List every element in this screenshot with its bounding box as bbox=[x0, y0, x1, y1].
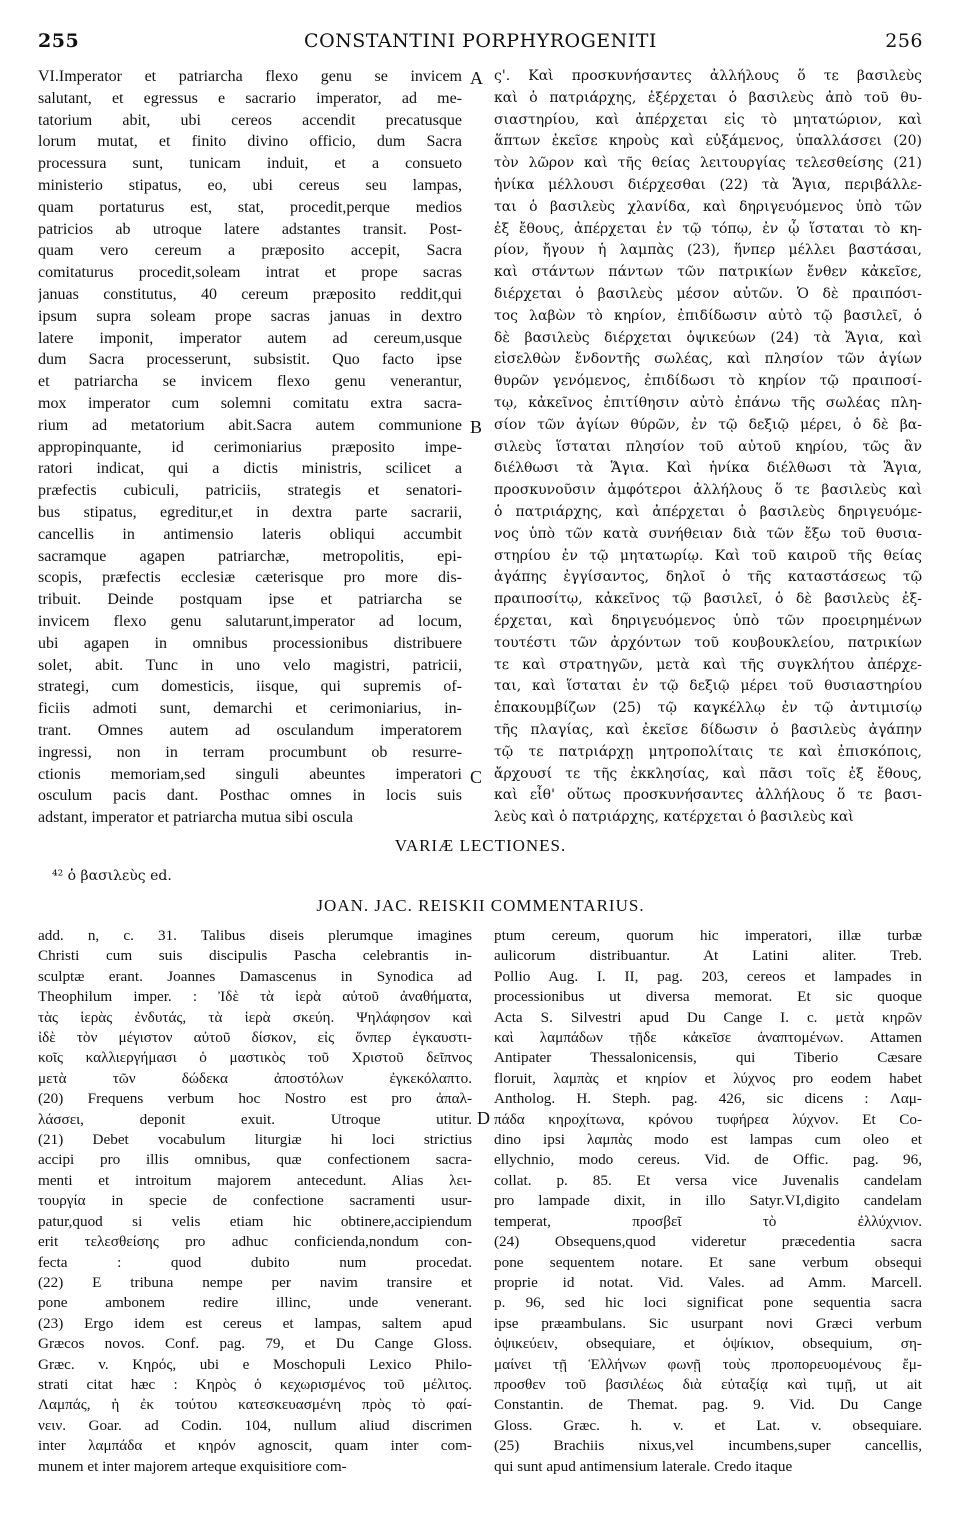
latin-text-line: VI.Imperator et patriarcha flexo genu se invicem bbox=[38, 68, 462, 85]
latin-text-line: præfectis cubiculi, patriciis, strategis et senatori- bbox=[38, 482, 462, 500]
commentary-line: νειν. Goar. ad Codin. 104, nullum aliud discrimen bbox=[38, 1416, 472, 1434]
greek-text-column bbox=[494, 66, 922, 829]
greek-text-line: ἡνίκα μέλλουσι διέρχεσθαι (22) τὰ Ἅγια, περιβάλλε- bbox=[494, 176, 922, 193]
commentary-line: Gloss. Græc. h. v. et Lat. v. obsequiare. bbox=[494, 1416, 922, 1434]
commentary-line: Antholog. H. Steph. pag. 426, sic dicens : Λαμ- bbox=[494, 1090, 922, 1108]
latin-text-line: ubi agapen in omnibus processionibus distribuere bbox=[38, 634, 462, 652]
latin-text-line: invicem flexo genu salutarunt,imperator ad locum, bbox=[38, 612, 462, 630]
commentary-line: add. n, c. 31. Talibus diseis plerumque imagines bbox=[38, 927, 472, 944]
commentary-line: (24) Obsequens,quod videretur præcedentia sacra bbox=[494, 1233, 922, 1251]
page-number-left: 255 bbox=[38, 30, 80, 52]
greek-text-line: ὁ πατριάρχης, καὶ ἀπέρχεται ὁ βασιλεὺς δηριγευόμε- bbox=[494, 503, 922, 520]
commentary-line: pro lampade dixit, in illo Satyr.VI,digito candelam bbox=[494, 1192, 922, 1210]
greek-text-line: τος λαβὼν τὸ κηρίον, ἐπιδίδωσιν αὐτὸ τῷ βασιλεῖ, ὁ bbox=[494, 307, 922, 324]
commentary-line: μετὰ τῶν δώδεκα ἀποστόλων ἐγκεκόλαπτο. bbox=[38, 1069, 472, 1087]
commentary-line: proprie id notat. Vid. Vales. ad Amm. Marcell. bbox=[494, 1273, 922, 1291]
commentary-line: pone sequentem notare. Et sane verbum obsequi bbox=[494, 1253, 922, 1271]
latin-text-line: strategi, cum domesticis, iisque, qui supremis of- bbox=[38, 678, 462, 696]
greek-text-line: στηρίου ἐν τῷ μητατωρίῳ. Καὶ τοῦ καιροῦ τῆς θείας bbox=[494, 547, 922, 564]
latin-text-line: trant. Omnes autem ad osculandum imperatorem bbox=[38, 721, 462, 739]
commentary-line: Pollio Aug. I. II, pag. 203, cereos et lampades in bbox=[494, 967, 922, 985]
greek-text-line: ται ὁ βασιλεὺς χλανίδα, καὶ δηριγευόμενος ὑπὸ τῶν bbox=[494, 198, 922, 215]
latin-text-line: ctionis memoriam,sed singuli abeuntes imperatori bbox=[38, 765, 462, 783]
commentary-line: τουργία in specie de confectione sacramenti usur- bbox=[38, 1192, 472, 1210]
commentary-line: Antipater Thessalonicensis, qui Tiberio Cæsare bbox=[494, 1049, 922, 1067]
latin-text-line: comitaturus procedit,soleam intrat et prope sacras bbox=[38, 264, 462, 282]
commentary-line: (25) Brachiis nixus,vel incumbens,super cancellis, bbox=[494, 1437, 922, 1455]
page-number-right: 256 bbox=[885, 30, 923, 52]
greek-text-line: εἰσελθὼν ἔνδοντῆς σωλέας, καὶ πλησίον τῶν ἁγίων bbox=[494, 351, 922, 368]
greek-text-line: ἀγάπης ἐγγίσαντος, δηλοῖ ὁ τῆς καταστάσεως τῷ bbox=[494, 569, 922, 586]
commentary-line: προσθεν τοῦ βασιλέως διὰ εὐταξίᾳ καὶ τιμῇ, ut ait bbox=[494, 1375, 922, 1393]
commentary-line: ptum cereum, quorum hic imperatori, illæ turbæ bbox=[494, 927, 922, 944]
greek-text-line: τε καὶ στρατηγῶν, μετὰ καὶ τῆς συγκλήτου ἀπέρχε- bbox=[494, 656, 922, 673]
commentary-line: Theophilum imper. : Ἰδὲ τὰ ἱερὰ αὐτοῦ ἀναθήματα, bbox=[38, 988, 472, 1006]
commentary-line: τὰς ἱερὰς ἐνδυτάς, τὰ ἱερὰ σκεύη. Ψηλάφησον καὶ bbox=[38, 1008, 472, 1026]
commentary-line: aulicorum distribuantur. At Latini aliter. Treb. bbox=[494, 947, 922, 965]
commentary-line: Constantin. de Themat. pag. 9. Vid. Du Cange bbox=[494, 1396, 922, 1414]
commentary-line: floruit, λαμπὰς et κηρίον et λύχνος pro eodem habet bbox=[494, 1069, 922, 1087]
margin-marker-c: C bbox=[470, 767, 483, 787]
commentary-right-column bbox=[494, 926, 922, 1477]
commentary-line: ἰδὲ τὸν μέγιστον αὐτοῦ δίσκον, εἰς ὅνπερ ἐγκαυστι- bbox=[38, 1029, 472, 1047]
commentary-line: sculptæ erant. Joannes Damascenus in Synodica ad bbox=[38, 967, 472, 985]
commentary-line: (20) Frequens verbum hoc Nostro est pro ἀπαλ- bbox=[38, 1090, 472, 1108]
commentary-line: dino ipsi λαμπὰς modo est lampas cum oleo et bbox=[494, 1131, 922, 1149]
latin-text-line: latere imponit, imperator autem ad cereum,usque bbox=[38, 329, 462, 347]
latin-text-line: januas constitutus, 40 cereum præposito reddit,qui bbox=[38, 285, 462, 303]
latin-text-line: quam portaturus est, stat, procedit,perque medios bbox=[38, 198, 462, 216]
commentary-line: Græcos novos. Conf. pag. 79, et Du Cange Gloss. bbox=[38, 1335, 472, 1353]
latin-text-line: solet, abit. Tunc in uno velo magistri, patricii, bbox=[38, 656, 462, 674]
commentary-line: accipi pro illis omnibus, quæ confectionem sacra- bbox=[38, 1151, 472, 1169]
commentary-line: qui sunt apud antimensium laterale. Credo itaque bbox=[494, 1457, 793, 1475]
variae-lectiones-title: VARIÆ LECTIONES. bbox=[394, 836, 567, 855]
commentary-line: κοῖς καλλιεργήμασι ὁ μαστικὸς τοῦ Χριστοῦ δεῖπνος bbox=[38, 1049, 472, 1067]
latin-text-line: ficiis admoti sunt, demarchi et cerimoniarius, in- bbox=[38, 700, 462, 718]
greek-text-line: τὸν λῶρον καὶ τῆς θείας λειτουργίας τελεσθείσης (21) bbox=[494, 155, 922, 172]
commentary-line: (21) Debet vocabulum liturgiæ hi loci strictius bbox=[38, 1131, 472, 1149]
commentary-line: πάδα κηροχίτωνα, κρόνου τυφήρεα λύχνον. Et Co- bbox=[494, 1110, 922, 1128]
greek-text-line: ρίον, ἤγουν ἡ λαμπὰς (23), ἥνπερ μέλλει βαστάσαι, bbox=[494, 242, 922, 259]
commentary-line: λάσσει, deponit exuit. Utroque utitur. bbox=[38, 1110, 472, 1128]
latin-text-line: bus stipatus, egreditur,et in dextra parte sacrarii, bbox=[38, 503, 462, 521]
greek-text-line: καὶ στάντων πάντων τῶν πατρικίων ἔνθεν κἀκεῖσε, bbox=[494, 264, 922, 281]
latin-text-line: scopis, præfectis ecclesiæ cæterisque pro more dis- bbox=[38, 569, 462, 587]
commentary-line: ipse præambulans. Sic usurpant novi Græci verbum bbox=[494, 1314, 922, 1332]
greek-text-line: πραιποσίτῳ, κἀκεῖνος τῷ βασιλεῖ, ὁ δὲ βασιλεὺς ἐξ- bbox=[494, 591, 922, 608]
latin-text-line: ratori indicat, qui a dictis ministris, scilicet a bbox=[38, 460, 462, 478]
commentary-line: munem et inter majorem arteque exquisitiore com- bbox=[38, 1457, 347, 1475]
commentary-line: Acta S. Silvestri apud Du Cange I. c. μετὰ κηρῶν bbox=[494, 1008, 922, 1026]
greek-text-line: τῳ, κἀκεῖνος ἐπιτίθησιν αὐτὸ ἐπάνω τῆς σωλέας πλη- bbox=[494, 394, 922, 411]
greek-text-line: ἐξ ἔθους, ἀπέρχεται ἐν τῷ τόπῳ, ἐν ᾧ ἵσταται τὸ κη- bbox=[494, 220, 922, 237]
greek-text-line: σίον τῶν ἁγίων θύρῶν, ἐν τῷ δεξιῷ μέρει, ὁ δὲ βα- bbox=[494, 416, 922, 433]
commentary-line: pone ambonem redire illinc, unde venerant. bbox=[38, 1294, 472, 1312]
commentary-line: καὶ λαμπάδων τῇδε κἀκεῖσε ἀναπτομένων. Attamen bbox=[494, 1029, 922, 1047]
greek-text-line: σιλεὺς ἵσταται πλησίον τοῦ αὐτοῦ κηρίου, τῶς ἂν bbox=[494, 438, 922, 455]
greek-text-line: θυρῶν γενόμενος, ἐπιδίδωσι τὸ κηρίον τῷ πραιποσί- bbox=[494, 373, 922, 390]
greek-text-line: σιαστηρίου, καὶ ἀπέρχεται εἰς τὸ μητατώριον, καὶ bbox=[494, 111, 922, 128]
commentary-line: inter λαμπάδα et κηρόν agnoscit, quam inter com- bbox=[38, 1437, 472, 1455]
latin-text-line: mox imperator cum solemni comitatu extra sacra- bbox=[38, 394, 462, 412]
latin-text-line: ingressi, non in terram procumbunt ob resurre- bbox=[38, 743, 462, 761]
greek-text-line: λεὺς καὶ ὁ πατριάρχης, κατέρχεται ὁ βασιλεὺς καὶ bbox=[494, 809, 854, 826]
greek-text-line: τῷ τε πατριάρχῃ μητροπολίταις τε καὶ ἐπισκόποις, bbox=[494, 743, 922, 760]
commentary-line: strati citat hæc : Κηρὸς ὁ κεχωρισμένος τοῦ μέλιτος. bbox=[38, 1375, 472, 1393]
variae-lectiones-note: ⁴² ὁ βασιλεὺς ed. bbox=[52, 868, 172, 884]
latin-text-line: ministerio stipatus, eo, ubi cereus seu lampas, bbox=[38, 176, 462, 194]
greek-text-line: ἐπακουμβίζων (25) τῷ καγκέλλῳ ἐν τῷ ἀντιμισίῳ bbox=[494, 700, 922, 717]
latin-text-line: tatorium abit, ubi cereos accendit precatusque bbox=[38, 111, 462, 129]
latin-text-line: cancellis in antimensio lateris obliqui accumbit bbox=[38, 525, 462, 543]
greek-text-line: ται, καὶ ἵσταται ἐν τῷ δεξιῷ μέρει τοῦ θυσιαστηρίου bbox=[494, 678, 922, 695]
commentary-line: (23) Ergo idem est cereus et lampas, saltem apud bbox=[38, 1314, 472, 1332]
greek-text-line: προσκυνοῦσιν ἀμφότεροι ἀλλήλους ὅ τε βασιλεὺς καὶ bbox=[494, 482, 922, 499]
greek-text-line: διέρχεται ὁ βασιλεὺς μέσον αὐτῶν. Ὁ δὲ πραιπόσι- bbox=[494, 285, 922, 302]
greek-text-line: ἅπτων ἐκεῖσε κηροὺς καὶ εὐξάμενος, ὑπαλλάσσει (20) bbox=[494, 133, 922, 150]
latin-text-line: adstant, imperator et patriarcha mutua sibi oscula bbox=[38, 809, 353, 827]
commentary-left-column bbox=[38, 926, 472, 1477]
greek-text-line: νος ὑπὸ τῶν κατὰ συνήθειαν διὰ τῶν ἔξω τοῦ θυσια- bbox=[494, 525, 922, 542]
latin-text-line: rium ad metatorium abit.Sacra autem communione bbox=[38, 416, 462, 434]
latin-text-line: salutant, et egressus e sacrario imperator, ad me- bbox=[38, 89, 462, 107]
running-header bbox=[38, 30, 923, 58]
commentary-line: ὀψικεύειν, obsequiare, et ὀψίκιον, obsequium, ση- bbox=[494, 1335, 922, 1353]
latin-text-line: et patriarcha se invicem flexo genu venerantur, bbox=[38, 373, 462, 391]
margin-marker-b: B bbox=[470, 417, 483, 437]
commentary-line: fecta : quod dubito num procedat. bbox=[38, 1253, 472, 1271]
commentary-line: menti et introitum majorem antecedunt. Alias λει- bbox=[38, 1171, 472, 1189]
commentary-line: Λαμπάς, ἡ ἐκ τούτου κατεσκευασμένη πρὸς τὸ φαί- bbox=[38, 1396, 472, 1414]
commentary-line: ellychnio, modo cereus. Vid. de Offic. pag. 96, bbox=[494, 1151, 922, 1169]
margin-marker-d: D bbox=[477, 1108, 490, 1128]
greek-text-line: καὶ εἶθ' οὕτως προσκυνήσαντες ἀλλήλους ὅ τε βασι- bbox=[494, 787, 922, 804]
greek-text-line: τουτέστι τῶν ἀρχόντων τοῦ κουβουκλείου, πατρικίων bbox=[494, 634, 922, 651]
greek-text-line: ς'. Καὶ προσκυνήσαντες ἀλλήλους ὅ τε βασιλεὺς bbox=[494, 68, 922, 84]
latin-text-line: lorum mutat, et finito divino officio, dum Sacra bbox=[38, 133, 462, 151]
latin-text-line: dum Sacra processerunt, subsistit. Quo facto ipse bbox=[38, 351, 462, 369]
latin-text-line: quam vero cereum a præposito accepit, Sacra bbox=[38, 242, 462, 260]
commentary-line: collat. p. 85. Et versa vice Juvenalis candelam bbox=[494, 1171, 922, 1189]
latin-text-line: sacramque agapen patriarchæ, metropolitis, epi- bbox=[38, 547, 462, 565]
latin-text-line: patricios ab utroque latere adstantes transit. Post- bbox=[38, 220, 462, 238]
running-title: CONSTANTINI PORPHYROGENITI bbox=[304, 30, 657, 52]
greek-text-line: δὲ βασιλεὺς διέρχεται ὀψικεύων (24) τὰ Ἅγια, καὶ bbox=[494, 329, 922, 346]
commentary-line: (22) E tribuna nempe per navim transire et bbox=[38, 1273, 472, 1291]
latin-text-column bbox=[38, 66, 462, 829]
commentary-line: p. 96, sed hic loci significat pone sequentia sacra bbox=[494, 1294, 922, 1312]
commentary-line: processionibus ut diversa memorat. Et sic quoque bbox=[494, 988, 922, 1006]
commentary-title: JOAN. JAC. REISKII COMMENTARIUS. bbox=[316, 896, 645, 915]
greek-text-line: έρχεται, καὶ δηριγευόμενος ὑπὸ τῶν προειρημένων bbox=[494, 612, 922, 629]
latin-text-line: osculum pacis dant. Posthac omnes in locis suis bbox=[38, 787, 462, 805]
greek-text-line: καὶ ὁ πατριάρχης, ἐξέρχεται ὁ βασιλεὺς ἀπὸ τοῦ θυ- bbox=[494, 89, 922, 106]
commentary-line: μαίνει τῇ Ἑλλήνων φωνῇ τοὺς προπορευομένους ἔμ- bbox=[494, 1355, 922, 1373]
latin-text-line: appropinquante, id cerimoniarius præposito impe- bbox=[38, 438, 462, 456]
greek-text-line: τῆς πλαγίας, καὶ ἐκεῖσε δίδωσιν ὁ βασιλεὺς ἀγάπην bbox=[494, 721, 922, 738]
commentary-line: temperat, προσβεῖ τὸ ἐλλύχνιον. bbox=[494, 1212, 922, 1230]
latin-text-line: tribuit. Deinde postquam ipse et patriarcha se bbox=[38, 591, 462, 609]
commentary-line: patur,quod si velis etiam hic obtinere,accipiendum bbox=[38, 1212, 472, 1230]
latin-text-line: ipsum supra soleam prope sacras januas in dextro bbox=[38, 307, 462, 325]
margin-marker-a: A bbox=[470, 68, 483, 88]
greek-text-line: διέλθωσι τὰ Ἅγια. Καὶ ἡνίκα διέλθωσι τὰ Ἅγια, bbox=[494, 460, 922, 477]
commentary-line: erit τελεσθείσης pro adhuc conficienda,nondum con- bbox=[38, 1233, 472, 1251]
greek-text-line: ἄρχουσί τε τῆς ἐκκλησίας, καὶ πᾶσι τοῖς ἐξ ἔθους, bbox=[494, 765, 922, 782]
commentary-line: Christi cum suis discipulis Pascha celebrantis in- bbox=[38, 947, 472, 965]
commentary-line: Græc. v. Κηρός, ubi e Moschopuli Lexico Philo- bbox=[38, 1355, 472, 1373]
latin-text-line: processura sunt, tunicam induit, et a consueto bbox=[38, 155, 462, 173]
